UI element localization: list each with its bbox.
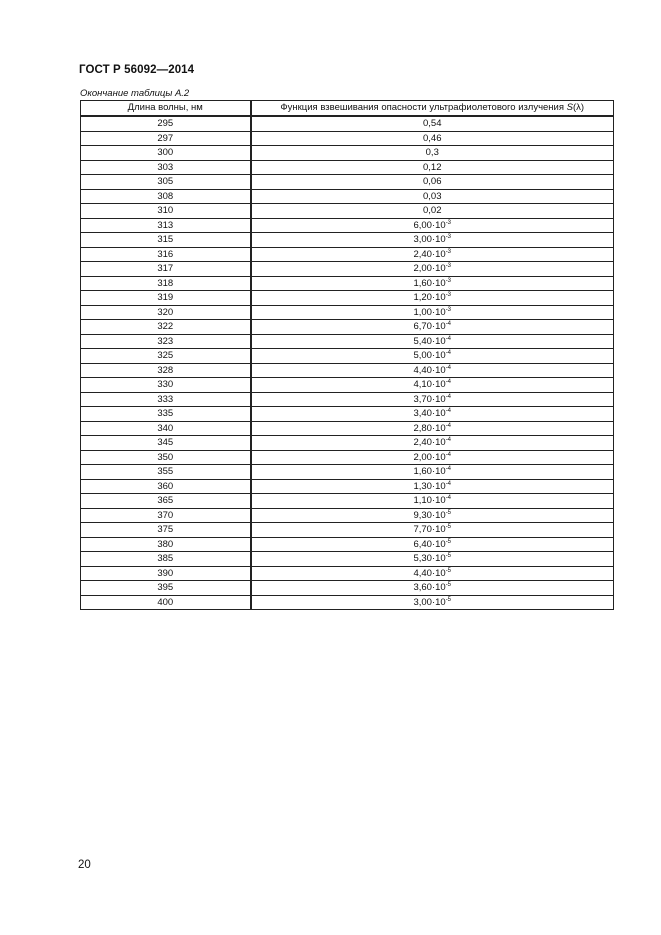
weighting-value-cell	[251, 233, 614, 248]
value-mantissa: 3,40	[413, 408, 432, 419]
times-ten: ·10	[431, 379, 446, 390]
times-ten: ·10	[431, 596, 446, 608]
table-row	[81, 436, 614, 451]
weighting-value-cell	[251, 421, 614, 436]
times-ten: ·10	[431, 263, 446, 274]
value-mantissa: 2,00	[413, 451, 432, 463]
times-ten: ·10	[431, 451, 446, 463]
table-row	[81, 378, 614, 393]
table-row	[81, 465, 614, 480]
table-row	[81, 247, 614, 262]
value-exponent: -3	[445, 234, 452, 240]
document-header: ГОСТ Р 56092—2014	[79, 64, 195, 76]
wavelength-cell: 355	[81, 465, 251, 480]
value-mantissa: 1,00	[413, 306, 432, 318]
table-row	[81, 581, 614, 596]
table-row	[81, 131, 614, 146]
times-ten: ·10	[431, 567, 446, 579]
value-mantissa: 6,40	[413, 538, 432, 550]
weighting-value-cell	[251, 450, 614, 465]
value-mantissa: 0,3	[425, 147, 439, 158]
weighting-value-cell	[251, 334, 614, 349]
value-mantissa: 4,10	[413, 379, 432, 390]
column-header-weighting-function	[251, 101, 614, 117]
times-ten: ·10	[431, 292, 446, 303]
times-ten: ·10	[431, 509, 446, 521]
weighting-value-cell	[251, 291, 614, 306]
wavelength-cell: 313	[81, 218, 251, 233]
value-mantissa: 1,20	[413, 292, 432, 303]
times-ten: ·10	[431, 364, 446, 376]
table-header-row	[81, 101, 614, 117]
wavelength-cell: 320	[81, 305, 251, 320]
weighting-value-cell	[251, 320, 614, 335]
value-mantissa: 0,46	[423, 132, 442, 144]
table-row	[81, 320, 614, 335]
times-ten: ·10	[431, 553, 446, 564]
column-header-wavelength: Длина волны, нм	[81, 101, 251, 117]
weighting-value-cell	[251, 407, 614, 422]
times-ten: ·10	[431, 277, 446, 289]
weighting-value-cell	[251, 204, 614, 219]
weighting-value-cell	[251, 116, 614, 131]
value-exponent: -4	[445, 451, 452, 458]
wavelength-cell: 297	[81, 131, 251, 146]
weighting-value-cell	[251, 552, 614, 567]
value-mantissa: 9,30	[413, 509, 432, 521]
wavelength-cell: 365	[81, 494, 251, 509]
value-mantissa: 0,54	[423, 118, 442, 129]
table-row	[81, 233, 614, 248]
times-ten: ·10	[431, 306, 446, 318]
table-row	[81, 175, 614, 190]
table-row	[81, 595, 614, 610]
page-number: 20	[78, 859, 91, 871]
times-ten: ·10	[431, 480, 446, 492]
weighting-value-cell	[251, 494, 614, 509]
value-mantissa: 2,80	[413, 422, 432, 434]
times-ten: ·10	[431, 524, 446, 535]
weighting-value-cell	[251, 566, 614, 581]
weighting-value-cell	[251, 581, 614, 596]
table-row	[81, 494, 614, 509]
value-mantissa: 5,30	[413, 553, 432, 564]
wavelength-cell: 400	[81, 595, 251, 610]
wavelength-cell: 303	[81, 160, 251, 175]
table-row	[81, 523, 614, 538]
table-body	[81, 116, 614, 610]
wavelength-cell: 328	[81, 363, 251, 378]
table-row	[81, 407, 614, 422]
value-exponent: -3	[445, 263, 452, 269]
times-ten: ·10	[431, 538, 446, 550]
value-exponent: -3	[445, 248, 452, 255]
wavelength-cell: 319	[81, 291, 251, 306]
value-exponent: -4	[445, 422, 452, 429]
wavelength-cell: 375	[81, 523, 251, 538]
table-row	[81, 349, 614, 364]
times-ten: ·10	[431, 408, 446, 419]
value-exponent: -4	[445, 480, 452, 487]
weighting-value-cell	[251, 378, 614, 393]
value-mantissa: 4,40	[413, 567, 432, 579]
value-exponent: -4	[445, 393, 452, 400]
value-mantissa: 2,00	[413, 263, 432, 274]
column-header-symbol-s: S	[566, 102, 573, 113]
wavelength-cell: 295	[81, 116, 251, 131]
times-ten: ·10	[431, 582, 446, 593]
wavelength-cell: 316	[81, 247, 251, 262]
table-caption: Окончание таблицы А.2	[80, 88, 190, 99]
value-mantissa: 3,00	[413, 596, 432, 608]
weighting-value-cell	[251, 465, 614, 480]
times-ten: ·10	[431, 335, 446, 347]
value-exponent: -4	[445, 350, 452, 356]
wavelength-cell: 390	[81, 566, 251, 581]
value-exponent: -5	[445, 509, 452, 516]
table-row	[81, 189, 614, 204]
value-exponent: -3	[445, 292, 452, 298]
weighting-value-cell	[251, 349, 614, 364]
value-mantissa: 0,02	[423, 205, 442, 216]
table-row	[81, 116, 614, 131]
value-mantissa: 3,60	[413, 582, 432, 593]
table-row	[81, 276, 614, 291]
table-row	[81, 305, 614, 320]
value-mantissa: 0,12	[423, 161, 442, 173]
value-mantissa: 2,40	[413, 437, 432, 448]
times-ten: ·10	[431, 234, 446, 245]
value-exponent: -4	[445, 437, 452, 443]
value-exponent: -4	[445, 408, 452, 414]
value-mantissa: 0,03	[423, 190, 442, 202]
table-row	[81, 552, 614, 567]
wavelength-cell: 323	[81, 334, 251, 349]
value-exponent: -5	[445, 524, 452, 530]
value-exponent: -5	[445, 582, 452, 588]
value-mantissa: 3,70	[413, 393, 432, 405]
uv-weighting-table	[80, 100, 614, 610]
times-ten: ·10	[431, 350, 446, 361]
value-exponent: -3	[445, 306, 452, 313]
value-mantissa: 2,40	[413, 248, 432, 260]
weighting-value-cell	[251, 523, 614, 538]
weighting-value-cell	[251, 595, 614, 610]
table-row	[81, 537, 614, 552]
times-ten: ·10	[431, 422, 446, 434]
times-ten: ·10	[431, 248, 446, 260]
value-mantissa: 1,30	[413, 480, 432, 492]
times-ten: ·10	[431, 437, 446, 448]
table-row	[81, 334, 614, 349]
value-exponent: -5	[445, 596, 452, 603]
value-mantissa: 0,06	[423, 176, 442, 187]
wavelength-cell: 335	[81, 407, 251, 422]
weighting-value-cell	[251, 146, 614, 161]
wavelength-cell: 385	[81, 552, 251, 567]
weighting-value-cell	[251, 392, 614, 407]
weighting-value-cell	[251, 131, 614, 146]
table-row	[81, 291, 614, 306]
table-row	[81, 218, 614, 233]
weighting-value-cell	[251, 160, 614, 175]
value-exponent: -5	[445, 553, 452, 559]
weighting-value-cell	[251, 508, 614, 523]
value-exponent: -3	[445, 219, 452, 226]
weighting-value-cell	[251, 276, 614, 291]
wavelength-cell: 322	[81, 320, 251, 335]
table-row	[81, 204, 614, 219]
table-row	[81, 146, 614, 161]
value-exponent: -4	[445, 321, 452, 327]
weighting-value-cell	[251, 479, 614, 494]
wavelength-cell: 310	[81, 204, 251, 219]
times-ten: ·10	[431, 321, 446, 332]
wavelength-cell: 318	[81, 276, 251, 291]
value-mantissa: 7,70	[413, 524, 432, 535]
table-row	[81, 421, 614, 436]
wavelength-cell: 325	[81, 349, 251, 364]
weighting-value-cell	[251, 537, 614, 552]
value-mantissa: 3,00	[413, 234, 432, 245]
times-ten: ·10	[431, 466, 446, 477]
value-mantissa: 6,00	[413, 219, 432, 231]
column-header-symbol-lambda: (λ)	[573, 102, 585, 113]
column-header-weighting-text: Функция взвешивания опасности ультрафиолетового излучения	[280, 102, 567, 113]
weighting-value-cell	[251, 262, 614, 277]
value-exponent: -5	[445, 567, 452, 574]
weighting-value-cell	[251, 363, 614, 378]
wavelength-cell: 305	[81, 175, 251, 190]
wavelength-cell: 360	[81, 479, 251, 494]
wavelength-cell: 308	[81, 189, 251, 204]
weighting-value-cell	[251, 218, 614, 233]
value-mantissa: 1,60	[413, 277, 432, 289]
weighting-value-cell	[251, 189, 614, 204]
wavelength-cell: 330	[81, 378, 251, 393]
wavelength-cell: 380	[81, 537, 251, 552]
table-row	[81, 508, 614, 523]
weighting-value-cell	[251, 175, 614, 190]
value-exponent: -4	[445, 379, 452, 385]
value-mantissa: 1,60	[413, 466, 432, 477]
table-row	[81, 392, 614, 407]
table-row	[81, 160, 614, 175]
wavelength-cell: 317	[81, 262, 251, 277]
wavelength-cell: 315	[81, 233, 251, 248]
value-mantissa: 6,70	[413, 321, 432, 332]
weighting-value-cell	[251, 305, 614, 320]
table-row	[81, 363, 614, 378]
times-ten: ·10	[431, 495, 446, 506]
value-mantissa: 5,00	[413, 350, 432, 361]
weighting-value-cell	[251, 247, 614, 262]
value-exponent: -4	[445, 466, 452, 472]
times-ten: ·10	[431, 393, 446, 405]
value-exponent: -4	[445, 364, 452, 371]
value-mantissa: 5,40	[413, 335, 432, 347]
table-row	[81, 479, 614, 494]
value-mantissa: 4,40	[413, 364, 432, 376]
times-ten: ·10	[431, 219, 446, 231]
wavelength-cell: 340	[81, 421, 251, 436]
table-row	[81, 450, 614, 465]
wavelength-cell: 345	[81, 436, 251, 451]
value-exponent: -3	[445, 277, 452, 284]
value-mantissa: 1,10	[413, 495, 432, 506]
table-row	[81, 566, 614, 581]
value-exponent: -4	[445, 335, 452, 342]
weighting-value-cell	[251, 436, 614, 451]
wavelength-cell: 333	[81, 392, 251, 407]
wavelength-cell: 370	[81, 508, 251, 523]
wavelength-cell: 300	[81, 146, 251, 161]
value-exponent: -4	[445, 495, 452, 501]
value-exponent: -5	[445, 538, 452, 545]
wavelength-cell: 350	[81, 450, 251, 465]
wavelength-cell: 395	[81, 581, 251, 596]
table-row	[81, 262, 614, 277]
